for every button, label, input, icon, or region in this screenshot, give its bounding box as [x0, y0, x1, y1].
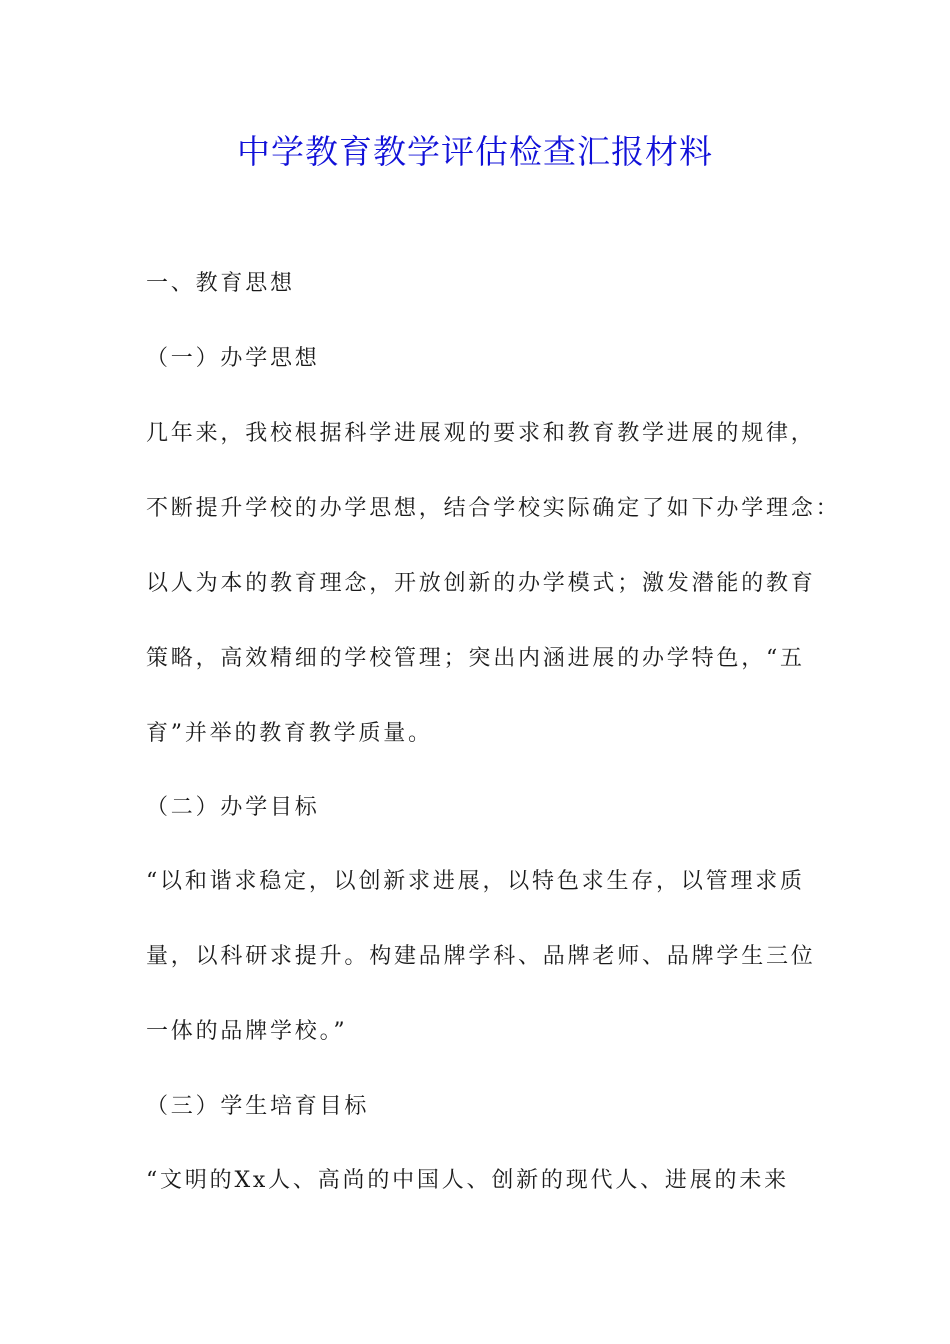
paragraph-line: 一体的品牌学校。” — [146, 1019, 348, 1044]
document-title: 中学教育教学评估检查汇报材料 — [237, 132, 713, 171]
section-heading-education-thought: 一、教育思想 — [146, 271, 295, 296]
subheading-student-cultivation-goals: （三）学生培育目标 — [146, 1094, 370, 1119]
paragraph-line: “以和谐求稳定，以创新求进展，以特色求生存，以管理求质 — [146, 869, 805, 894]
paragraph-line: 以人为本的教育理念，开放创新的办学模式；激发潜能的教育 — [146, 571, 816, 596]
paragraph-line: 不断提升学校的办学思想，结合学校实际确定了如下办学理念： — [146, 496, 841, 521]
paragraph-line: 量，以科研求提升。构建品牌学科、品牌老师、品牌学生三位 — [146, 944, 816, 969]
paragraph-line: 策略，高效精细的学校管理；突出内涵进展的办学特色，“五 — [146, 646, 805, 671]
paragraph-line: 育”并举的教育教学质量。 — [146, 721, 433, 746]
paragraph-line: “文明的Xx人、高尚的中国人、创新的现代人、进展的未来 — [146, 1168, 789, 1193]
subheading-school-philosophy: （一）办学思想 — [146, 346, 320, 371]
subheading-school-goals: （二）办学目标 — [146, 795, 320, 820]
paragraph-line: 几年来，我校根据科学进展观的要求和教育教学进展的规律， — [146, 421, 816, 446]
